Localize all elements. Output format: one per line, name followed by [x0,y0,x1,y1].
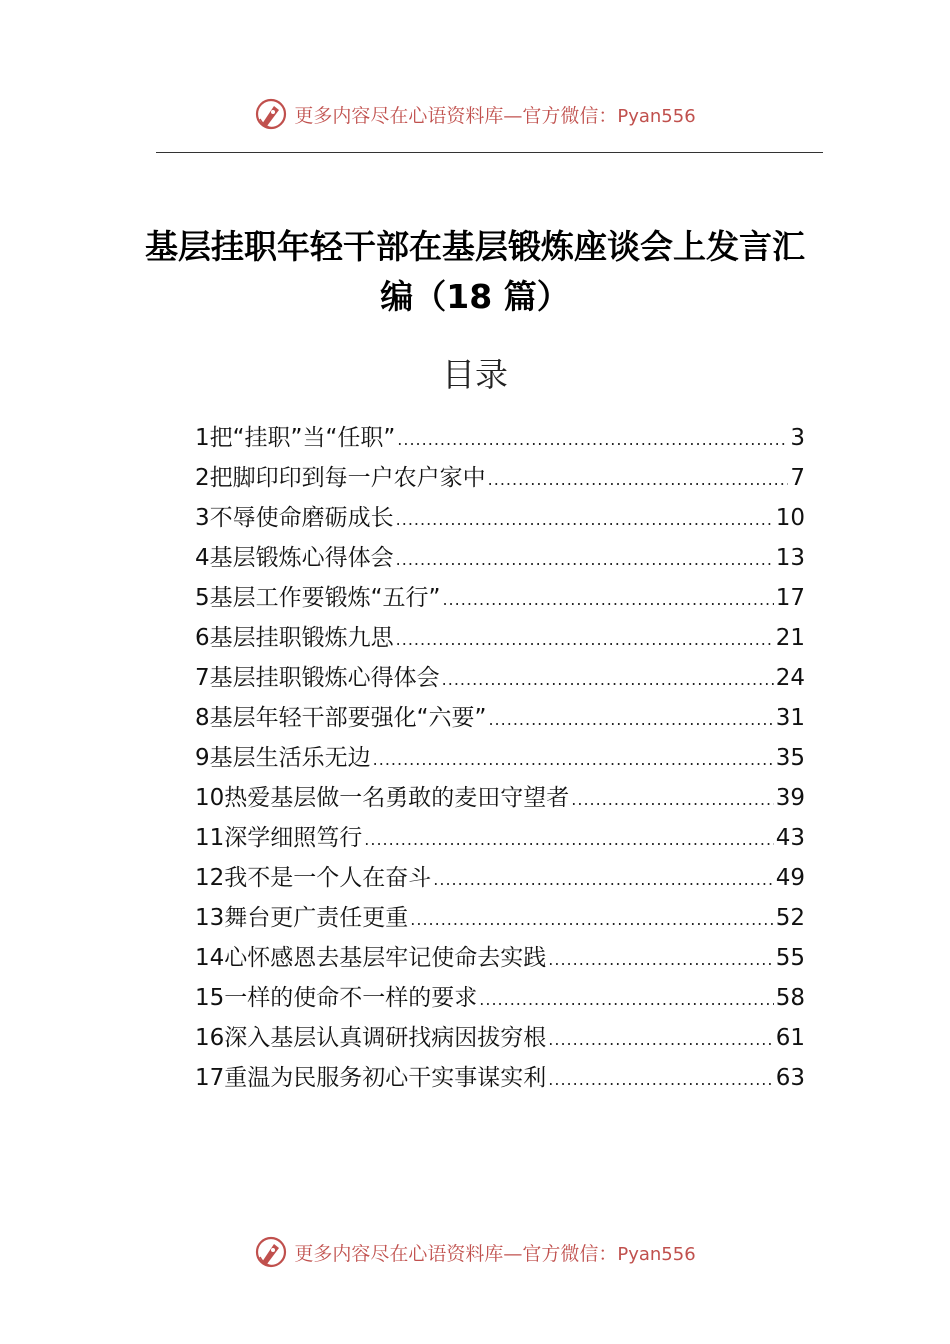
footer-banner [0,1232,950,1272]
banner-text [294,101,695,128]
toc-leader-dots [396,620,774,660]
toc-entry-page: 3 [790,425,805,451]
toc-entry-label: 8基层年轻干部要强化“六要” [195,705,487,731]
toc-entry[interactable] [195,578,805,618]
banner-text [294,1239,695,1266]
toc-heading: 目录 [442,355,508,394]
toc-leader-dots [488,460,789,500]
header-divider [156,152,823,153]
banner-slogan: 更多内容尽在心语资料库—官方微信： [294,1242,618,1265]
toc-entry-page: 61 [775,1025,805,1051]
toc-entry-label: 9基层生活乐无边 [195,745,371,771]
toc-entry-page: 52 [775,905,805,931]
toc-entry[interactable] [195,938,805,978]
toc-entry[interactable] [195,978,805,1018]
toc-entry-page: 43 [775,825,805,851]
toc-entry[interactable] [195,898,805,938]
toc-entry[interactable] [195,818,805,858]
toc-entry-page: 31 [775,705,805,731]
toc-leader-dots [548,1020,773,1060]
toc-entry[interactable] [195,538,805,578]
toc-leader-dots [396,500,774,540]
toc-entry[interactable] [195,1058,805,1098]
toc-entry[interactable] [195,778,805,818]
toc-entry-label: 14心怀感恩去基层牢记使命去实践 [195,945,547,971]
toc-entry[interactable] [195,498,805,538]
toc-entry-label: 5基层工作要锻炼“五行” [195,585,441,611]
toc-entry-page: 49 [775,865,805,891]
toc-entry-page: 24 [775,665,805,691]
toc-leader-dots [488,700,773,740]
toc-entry-page: 7 [790,465,805,491]
toc-entry[interactable] [195,858,805,898]
toc-entry-label: 17重温为民服务初心干实事谋实利 [195,1065,547,1091]
toc-leader-dots [442,660,774,700]
toc-entry-label: 6基层挂职锻炼九思 [195,625,394,651]
banner-wechat-id: Pyan556 [617,105,696,127]
toc-leader-dots [373,740,774,780]
toc-entry-label: 15一样的使命不一样的要求 [195,985,478,1011]
table-of-contents [195,418,805,1098]
toc-leader-dots [442,580,773,620]
toc-entry-label: 11深学细照笃行 [195,825,363,851]
toc-leader-dots [410,900,773,940]
toc-entry-label: 4基层锻炼心得体会 [195,545,394,571]
pen-nib-logo-icon [254,1235,288,1269]
toc-entry[interactable] [195,418,805,458]
toc-leader-dots [548,1060,773,1100]
toc-leader-dots [571,780,773,820]
toc-entry-label: 7基层挂职锻炼心得体会 [195,665,440,691]
toc-entry[interactable] [195,698,805,738]
toc-entry-label: 2把脚印印到每一户农户家中 [195,465,486,491]
toc-entry-label: 16深入基层认真调研找病因拔穷根 [195,1025,547,1051]
toc-entry-page: 13 [775,545,805,571]
toc-entry-label: 13舞台更广责任更重 [195,905,409,931]
header-banner [0,94,950,134]
toc-leader-dots [397,420,788,460]
banner-slogan: 更多内容尽在心语资料库—官方微信： [294,104,618,127]
document-title: 基层挂职年轻干部在基层锻炼座谈会上发言汇编（18 篇） [145,227,805,316]
toc-leader-dots [479,980,773,1020]
banner-wechat-id: Pyan556 [617,1243,696,1265]
toc-entry-page: 21 [775,625,805,651]
toc-entry-page: 10 [775,505,805,531]
toc-entry-page: 35 [775,745,805,771]
toc-entry[interactable] [195,1018,805,1058]
toc-entry-label: 1把“挂职”当“任职” [195,425,396,451]
footer-banner-content [254,1235,695,1269]
toc-entry[interactable] [195,738,805,778]
toc-entry[interactable] [195,458,805,498]
toc-entry-page: 39 [775,785,805,811]
header-banner-content [254,97,695,131]
toc-entry-label: 3不辱使命磨砺成长 [195,505,394,531]
toc-leader-dots [548,940,773,980]
toc-leader-dots [364,820,773,860]
toc-entry-page: 63 [775,1065,805,1091]
toc-entry-label: 10热爱基层做一名勇敢的麦田守望者 [195,785,570,811]
pen-nib-logo-icon [254,97,288,131]
toc-entry-page: 55 [775,945,805,971]
toc-leader-dots [396,540,774,580]
toc-entry[interactable] [195,658,805,698]
toc-entry-page: 17 [775,585,805,611]
toc-entry-label: 12我不是一个人在奋斗 [195,865,432,891]
toc-entry[interactable] [195,618,805,658]
toc-leader-dots [433,860,773,900]
toc-entry-page: 58 [775,985,805,1011]
